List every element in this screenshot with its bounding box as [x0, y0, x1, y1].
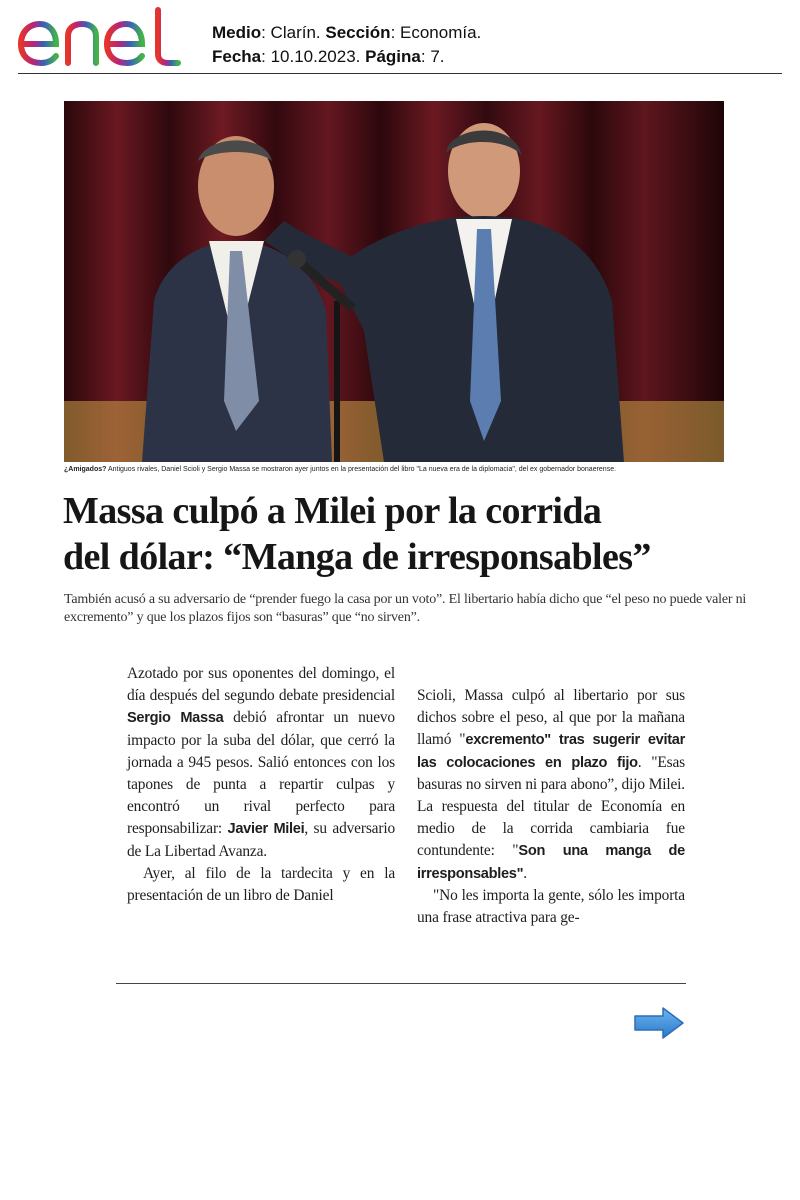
meta-line-1	[212, 21, 481, 45]
article-headline	[63, 488, 763, 580]
col2-bold-quote: Son una manga de irresponsables"	[417, 843, 685, 882]
col2-paragraph-1	[417, 685, 685, 885]
medio-label: Medio	[212, 23, 262, 42]
article-standfirst: También acusó a su adversario de “prender fuego la casa por un voto”. El libertario había dicho que “el peso no puede valer ni excremento” y que los plazos fijos son “basuras” que “no sirven”.	[64, 592, 747, 625]
col2-text-a: Scioli, Massa culpó al libertario por sus dichos sobre el peso, al que por la mañana llamó "	[417, 687, 685, 749]
seccion-value: : Economía.	[390, 23, 482, 42]
col1-text-c: debió afrontar un nuevo impacto por la suba del dólar, que cerró la jornada a 945 pesos. Salió entonces con los tapones de punta a repartir culpas y encontró un rival perfecto para responsabilizar:	[127, 709, 395, 838]
col1-text-a: Azotado por sus oponentes del domingo, el día después del segundo debate presidencial	[127, 665, 395, 705]
right-arrow-icon[interactable]	[633, 1006, 685, 1040]
caption-text: Antiguos rivales, Daniel Scioli y Sergio Massa se mostraron ayer juntos en la presentación del libro "La nueva era de la diplomacia", del ex gobernador bonaerense.	[106, 466, 617, 473]
pagina-label: Página	[365, 47, 421, 66]
col1-paragraph-2: Ayer, al filo de la tardecita y en la presentación de un libro de Daniel	[127, 864, 395, 905]
headline-line-2: del dólar: “Manga de irresponsables”	[63, 536, 651, 578]
headline-line-1: Massa culpó a Milei por la corrida	[63, 490, 602, 532]
col1-bold-massa: Sergio Massa	[127, 710, 224, 727]
col2-bold-excremento: excremento" tras sugerir evitar las colocaciones en plazo fijo	[417, 732, 685, 771]
article-column-2	[417, 685, 685, 929]
meta-line-2	[212, 45, 481, 69]
photo-caption	[64, 465, 744, 475]
col2-text-c: . "Esas basuras no sirven ni para abono”, dijo Milei. La respuesta del titular de Economía en medio de la corrida cambiaria fue contundente: "	[417, 753, 686, 860]
enel-logo	[16, 6, 184, 70]
clipping-metadata	[212, 21, 481, 69]
seccion-label: Sección	[325, 23, 391, 42]
fecha-value: : 10.10.2023.	[261, 47, 366, 66]
article-column-1	[127, 663, 395, 907]
col1-paragraph-1	[127, 663, 395, 863]
col1-text-e: , su adversario de La Libertad Avanza.	[127, 820, 396, 860]
fecha-label: Fecha	[212, 47, 262, 66]
caption-lead: ¿Amigados?	[64, 466, 107, 473]
col1-bold-milei: Javier Milei	[227, 821, 305, 838]
col2-text-e: .	[523, 864, 527, 882]
footer-divider	[116, 983, 686, 984]
article-photo	[64, 101, 724, 462]
medio-value: : Clarín.	[261, 23, 326, 42]
pagina-value: : 7.	[420, 47, 445, 66]
header-divider	[18, 73, 782, 74]
col2-paragraph-2: "No les importa la gente, sólo les importa una frase atractiva para ge-	[417, 886, 685, 927]
